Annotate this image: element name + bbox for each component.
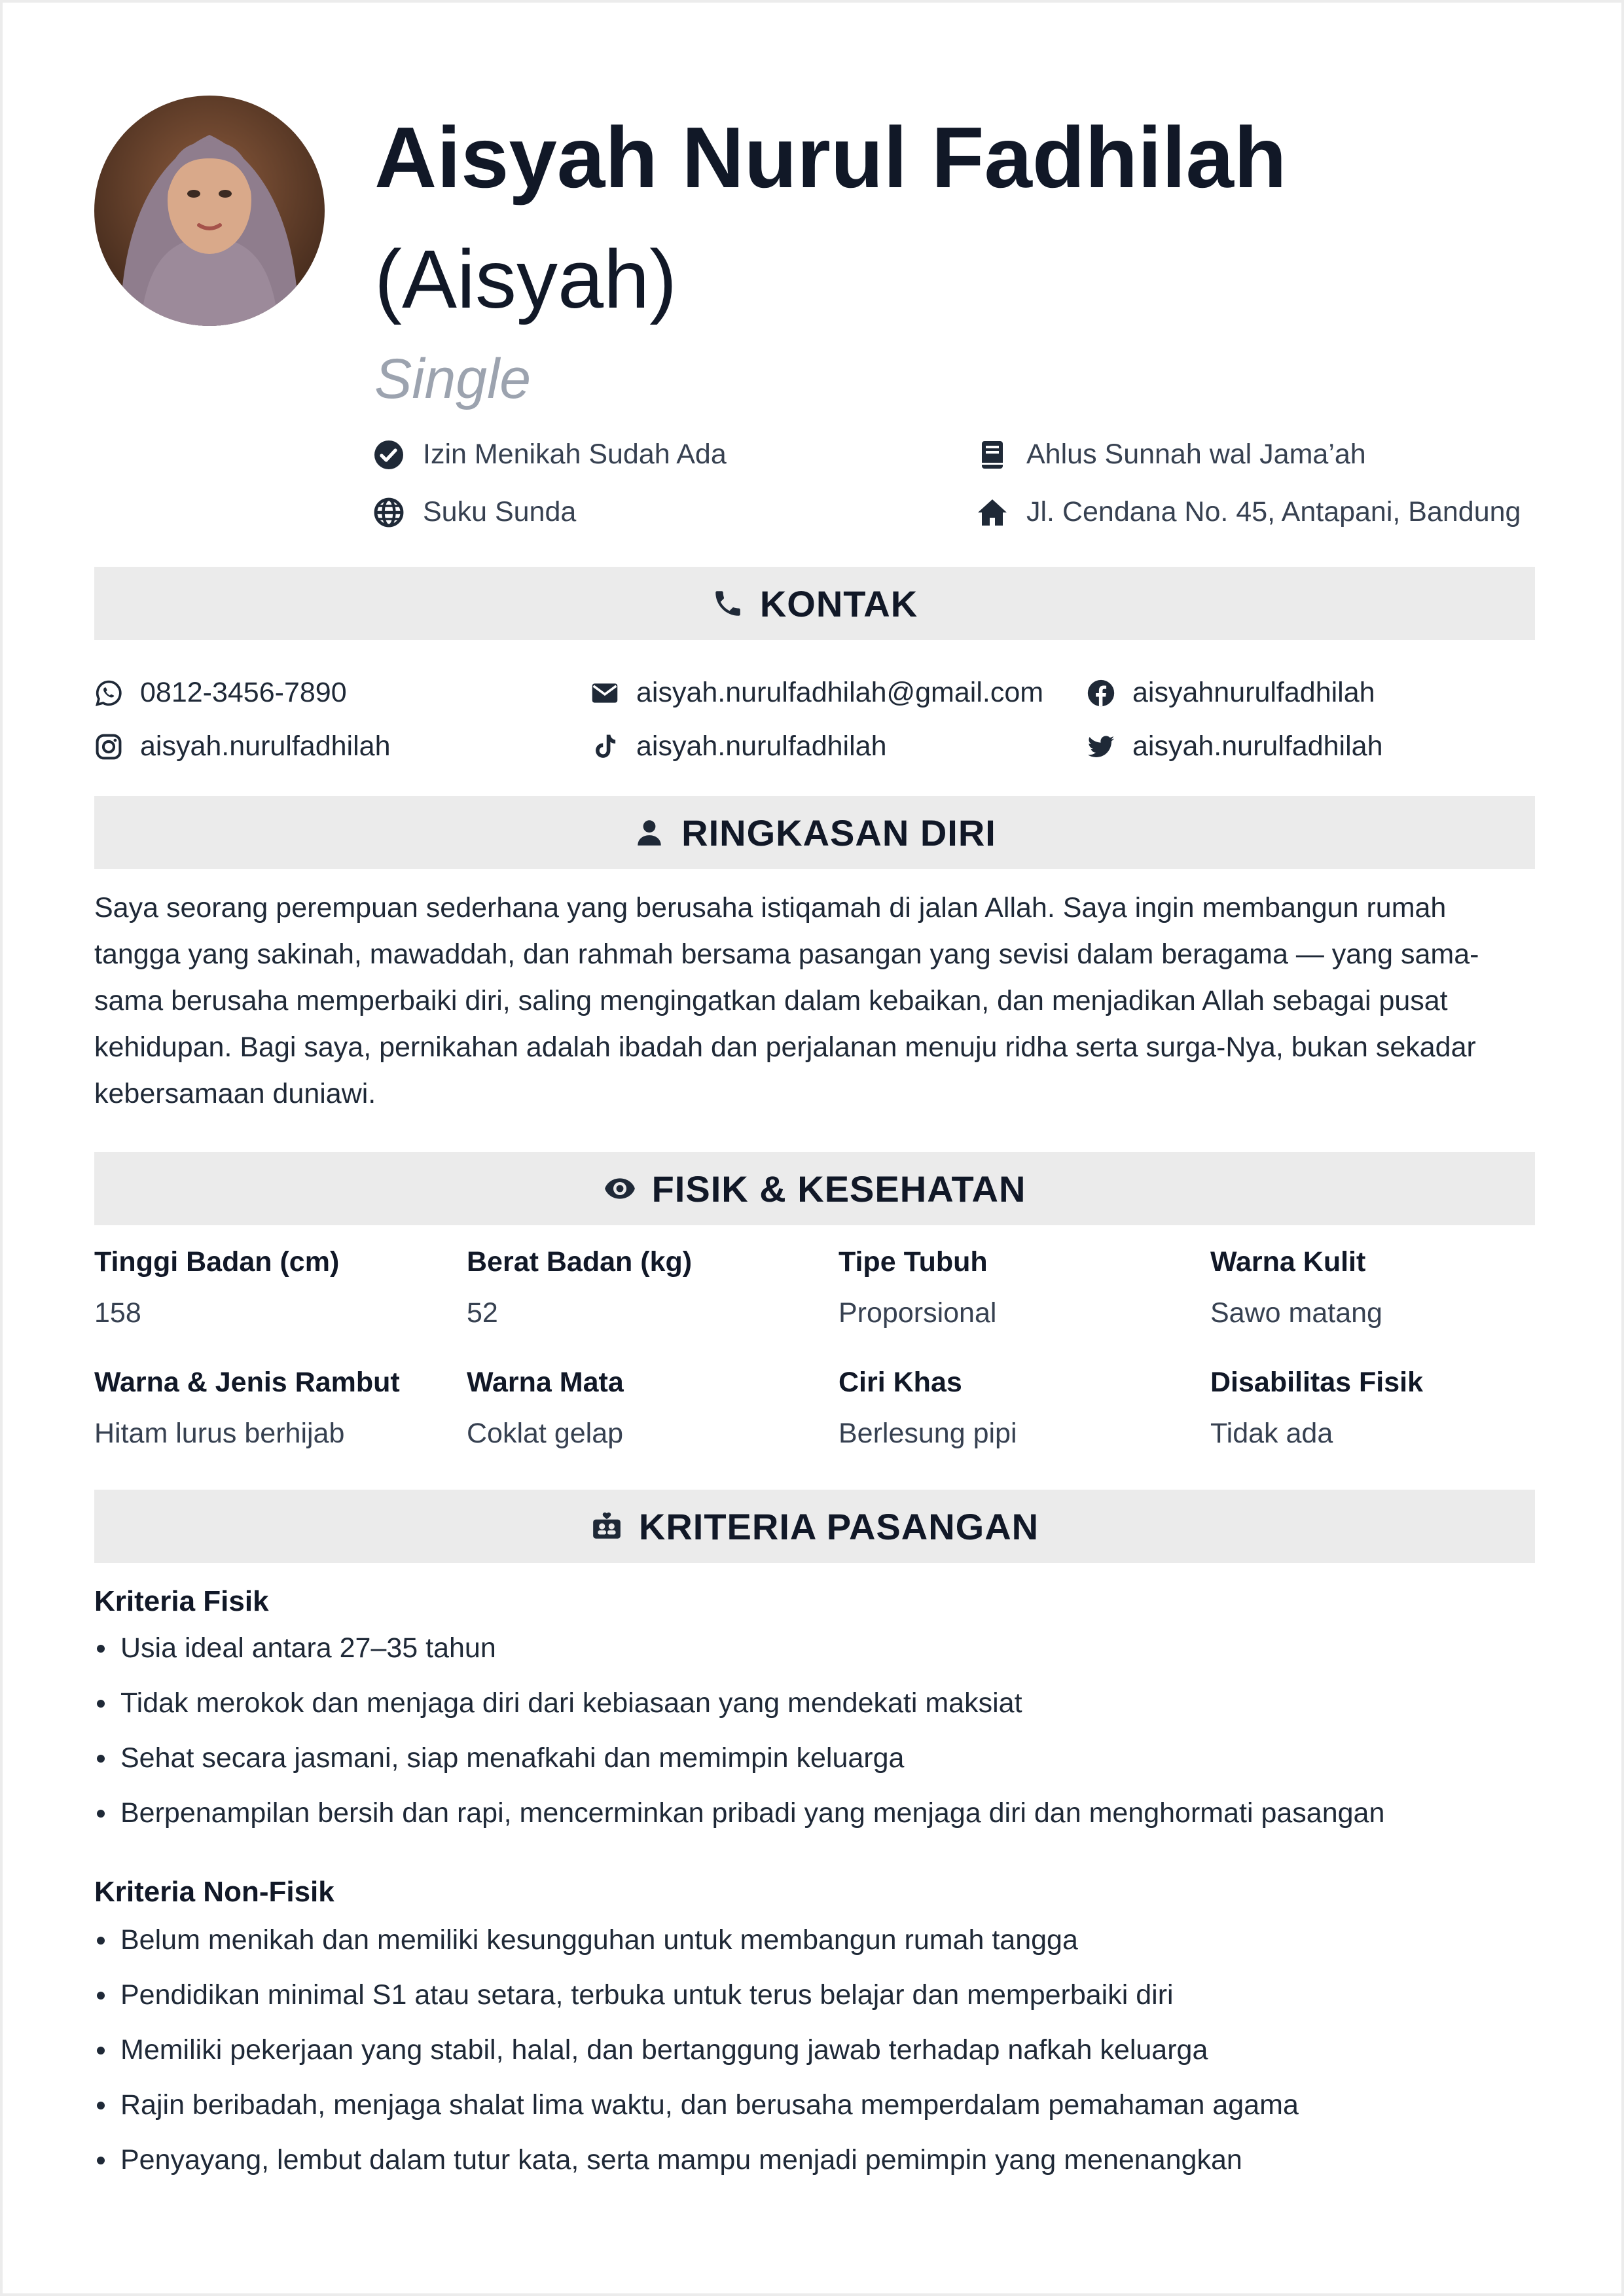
list-item: Memiliki pekerjaan yang stabil, halal, dan bertanggung jawab terhadap nafkah keluarga (94, 2030, 1535, 2070)
info-manhaj (977, 439, 1366, 471)
summary-text: Saya seorang perempuan sederhana yang berusaha istiqamah di jalan Allah. Saya ingin membangun rumah tangga yang sakinah, mawaddah, dan rahmah bersama pasangan yang sevisi dalam beragama — yang sama-sama berusaha memperbaiki diri, saling mengingatkan dalam kebaikan, dan menjadikan Allah sebagai pusat kehidupan. Bagi saya, pernikahan adalah ibadah dan perjalanan menuju ridha serta surga-Nya, bukan sekadar kebersamaan duniawi. (94, 892, 1479, 1109)
list-item: Sehat secara jasmani, siap menafkahi dan memimpin keluarga (94, 1738, 1535, 1778)
physical-skin-color-label: Warna Kulit (1210, 1246, 1366, 1278)
physical-weight-label: Berat Badan (kg) (467, 1246, 693, 1278)
book-icon (977, 439, 1008, 471)
physical-feature (839, 1363, 1205, 1453)
user-icon (633, 816, 666, 849)
physical-disability-label: Disabilitas Fisik (1210, 1367, 1424, 1398)
physical-body-type-value: Proporsional (839, 1297, 997, 1329)
physical-weight (467, 1242, 833, 1333)
eye-icon (604, 1172, 636, 1205)
section-criteria-header (94, 1490, 1535, 1563)
section-summary-header (94, 796, 1535, 869)
physical-hair (94, 1363, 461, 1453)
mail-icon (590, 679, 619, 708)
physical-hair-label: Warna & Jenis Rambut (94, 1367, 400, 1398)
globe-icon (373, 497, 405, 528)
contact-facebook-text: aisyahnurulfadhilah (1132, 677, 1375, 708)
physical-eye-color-label: Warna Mata (467, 1367, 624, 1398)
section-contact-title: KONTAK (759, 583, 918, 624)
instagram-icon (94, 732, 123, 761)
full-name: Aisyah Nurul Fadhilah (374, 109, 1287, 206)
list-item: Rajin beribadah, menjaga shalat lima waktu, dan berusaha memperdalam pemahaman agama (94, 2085, 1535, 2125)
contact-twitter[interactable] (1087, 730, 1383, 762)
physical-body-type (839, 1242, 1205, 1333)
physical-disability-value: Tidak ada (1210, 1418, 1333, 1449)
physical-body-type-label: Tipe Tubuh (839, 1246, 988, 1278)
section-physical-title: FISIK & KESEHATAN (651, 1168, 1026, 1210)
physical-height-label: Tinggi Badan (cm) (94, 1246, 340, 1278)
contact-whatsapp[interactable] (94, 677, 347, 709)
list-item: Penyayang, lembut dalam tutur kata, serta mampu menjadi pemimpin yang menenangkan (94, 2140, 1535, 2179)
physical-disability (1210, 1363, 1577, 1453)
list-item: Usia ideal antara 27–35 tahun (94, 1628, 1535, 1668)
section-criteria-title: KRITERIA PASANGAN (638, 1505, 1039, 1547)
contact-facebook[interactable] (1087, 677, 1375, 709)
section-summary-title: RINGKASAN DIRI (681, 812, 996, 853)
physical-skin-color (1210, 1242, 1577, 1333)
contact-instagram-text: aisyah.nurulfadhilah (140, 730, 391, 762)
physical-hair-value: Hitam lurus berhijab (94, 1418, 345, 1449)
contact-instagram[interactable] (94, 730, 391, 762)
facebook-icon (1087, 679, 1115, 708)
info-ethnicity-text: Suku Sunda (423, 496, 577, 528)
twitter-icon (1087, 732, 1115, 761)
criteria-physical-title: Kriteria Fisik (94, 1585, 269, 1617)
info-address (977, 496, 1521, 528)
info-address-text: Jl. Cendana No. 45, Antapani, Bandung (1026, 496, 1521, 528)
tiktok-icon (590, 732, 619, 761)
contact-email[interactable] (590, 677, 1043, 709)
list-item: Berpenampilan bersih dan rapi, mencerminkan pribadi yang menjaga diri dan menghormati pasangan (94, 1793, 1535, 1833)
contact-twitter-text: aisyah.nurulfadhilah (1132, 730, 1383, 762)
info-permission-text: Izin Menikah Sudah Ada (423, 439, 727, 470)
physical-height-value: 158 (94, 1297, 141, 1329)
whatsapp-icon (94, 679, 123, 708)
contact-whatsapp-text: 0812-3456-7890 (140, 677, 347, 708)
physical-weight-value: 52 (467, 1297, 498, 1329)
contact-tiktok-text: aisyah.nurulfadhilah (636, 730, 887, 762)
profile-photo (94, 96, 325, 326)
nickname: (Aisyah) (374, 233, 677, 325)
contact-email-text: aisyah.nurulfadhilah@gmail.com (636, 677, 1044, 708)
criteria-nonphysical-title: Kriteria Non-Fisik (94, 1876, 334, 1908)
home-icon (977, 497, 1008, 528)
list-item: Belum menikah dan memiliki kesungguhan untuk membangun rumah tangga (94, 1920, 1535, 1960)
info-manhaj-text: Ahlus Sunnah wal Jama’ah (1026, 439, 1366, 470)
info-permission (373, 439, 727, 471)
info-ethnicity (373, 496, 576, 528)
couple-icon (590, 1510, 623, 1543)
check-circle-icon (373, 439, 405, 471)
physical-eye-color-value: Coklat gelap (467, 1418, 624, 1449)
section-physical-header (94, 1152, 1535, 1225)
contact-tiktok[interactable] (590, 730, 887, 762)
list-item: Tidak merokok dan menjaga diri dari kebiasaan yang mendekati maksiat (94, 1683, 1535, 1723)
criteria-physical-list (94, 1628, 1535, 1848)
criteria-nonphysical-list (94, 1920, 1535, 2195)
physical-skin-color-value: Sawo matang (1210, 1297, 1382, 1329)
physical-feature-value: Berlesung pipi (839, 1418, 1017, 1449)
list-item: Pendidikan minimal S1 atau setara, terbuka untuk terus belajar dan memperbaiki diri (94, 1975, 1535, 2015)
physical-feature-label: Ciri Khas (839, 1367, 962, 1398)
marital-status: Single (374, 348, 532, 410)
phone-icon (712, 587, 744, 620)
section-contact-header (94, 567, 1535, 640)
physical-height (94, 1242, 461, 1333)
physical-eye-color (467, 1363, 833, 1453)
